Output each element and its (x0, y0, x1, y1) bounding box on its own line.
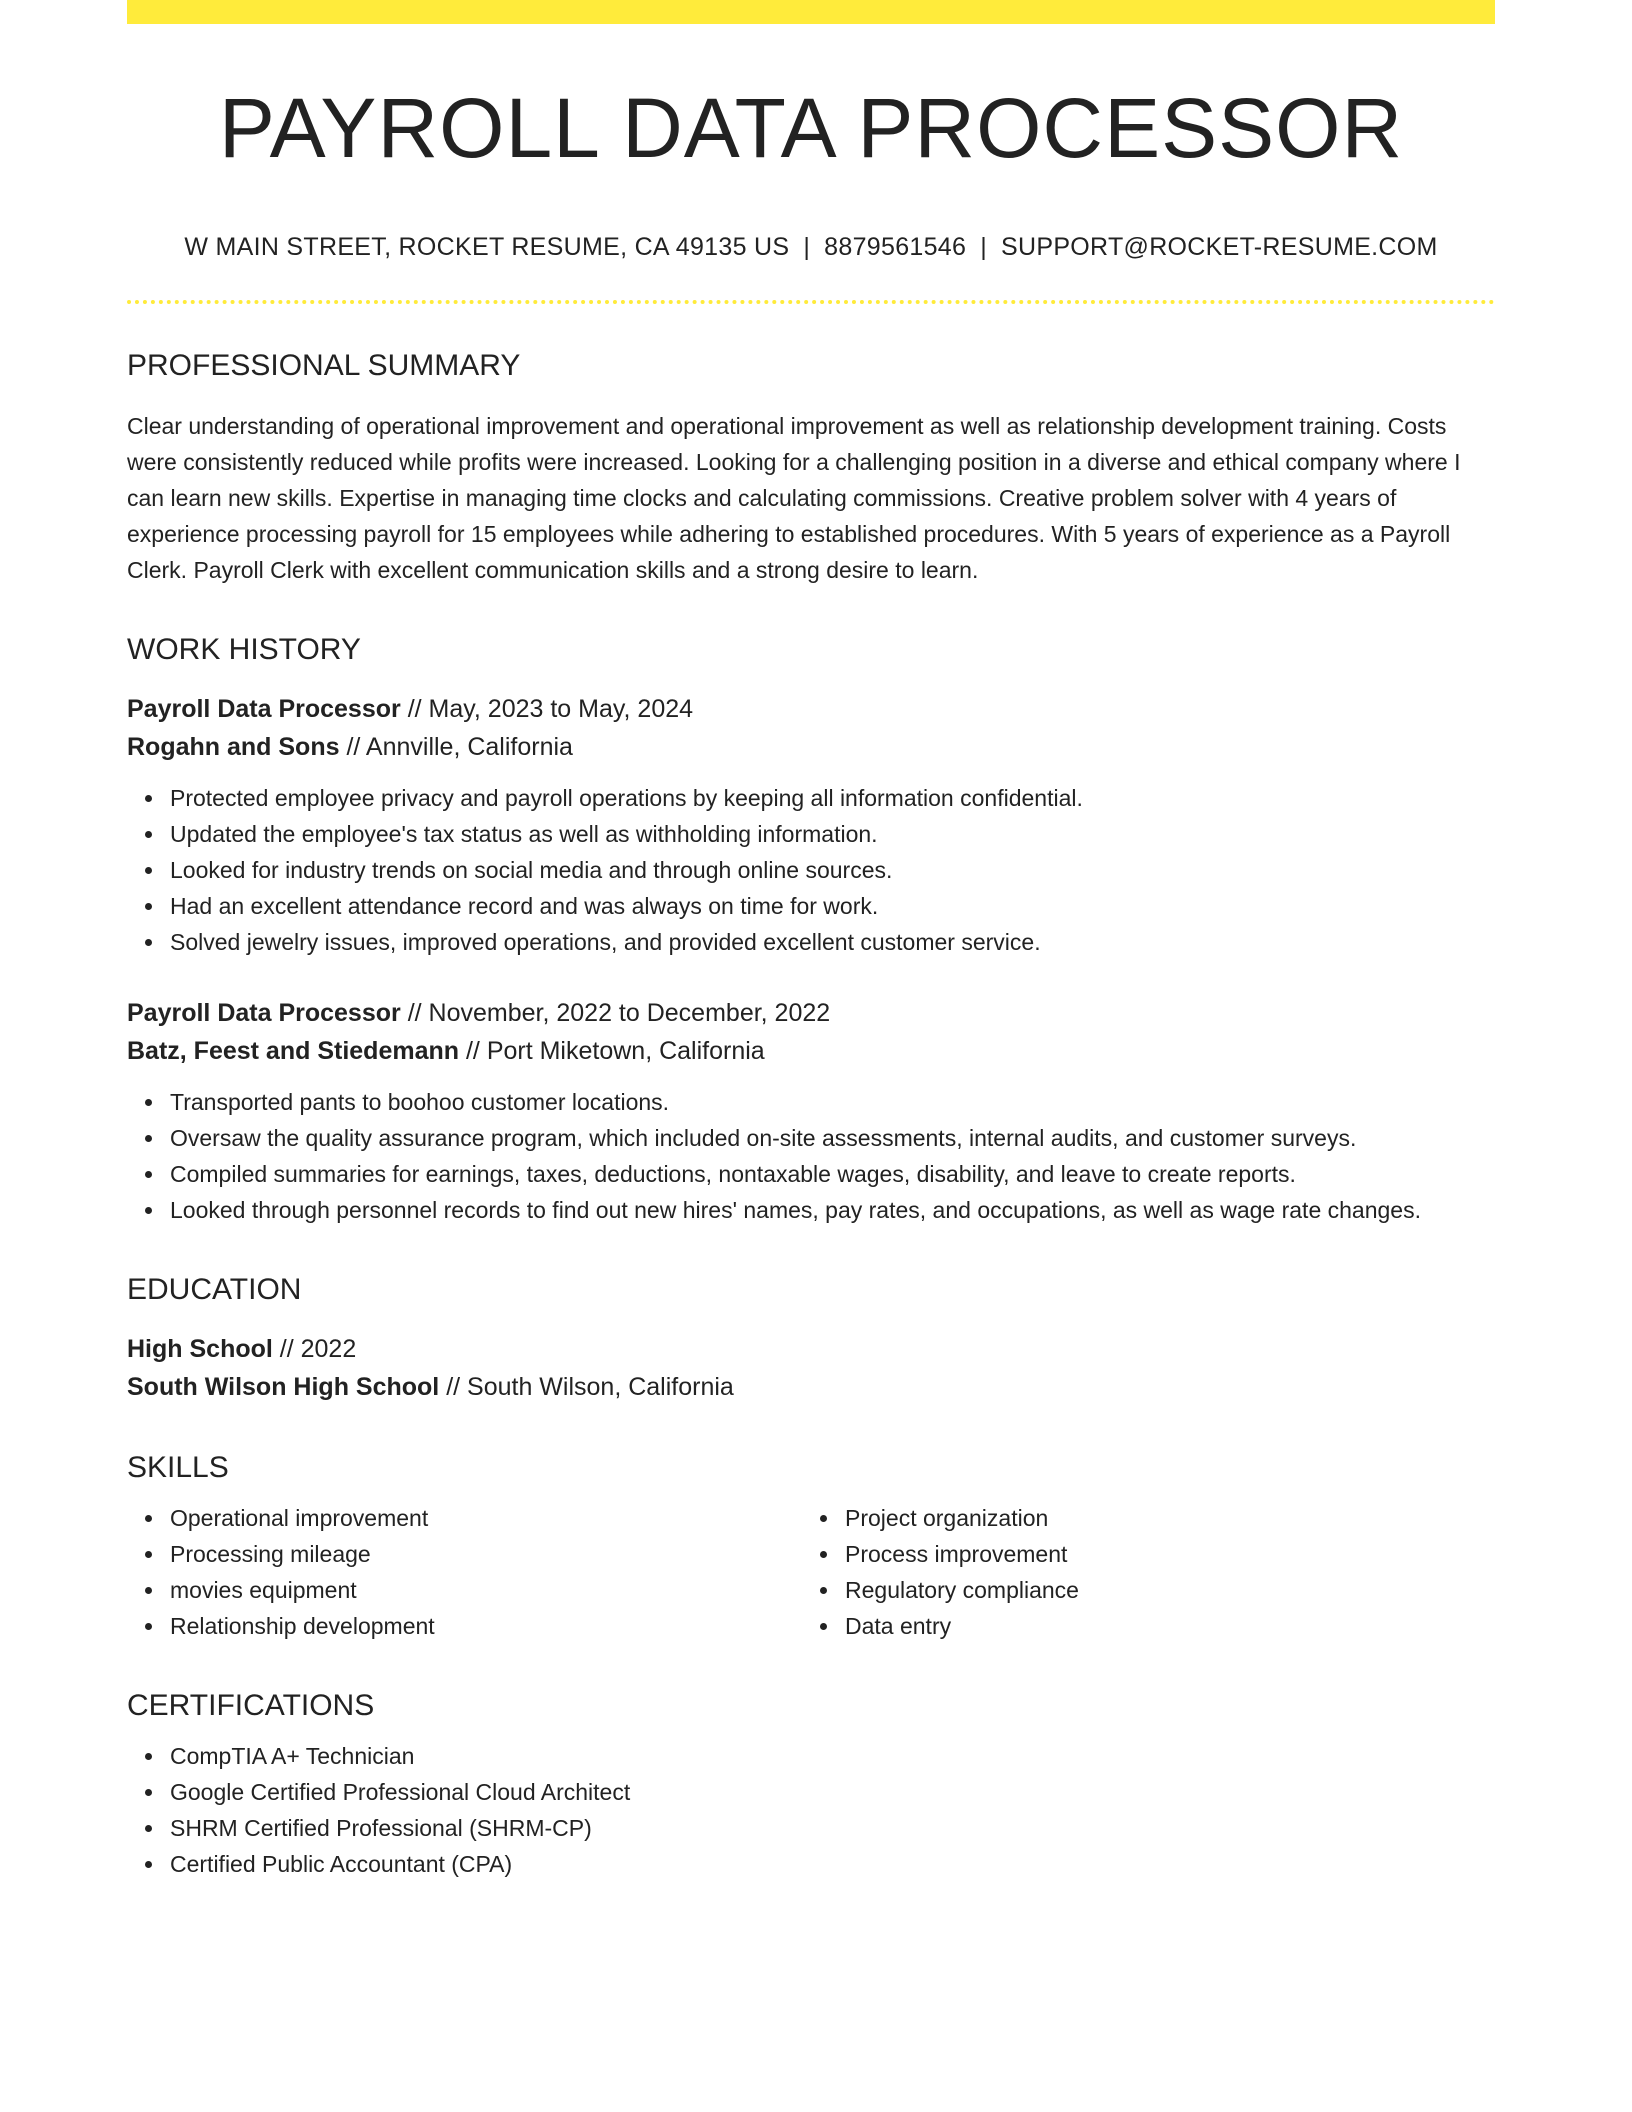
education-year: // 2022 (272, 1335, 357, 1364)
contact-email: SUPPORT@ROCKET-RESUME.COM (1001, 233, 1438, 262)
job-entry (127, 994, 1495, 1228)
contact-line (127, 232, 1495, 262)
certification-item: SHRM Certified Professional (SHRM-CP) (170, 1810, 1495, 1846)
education-location: // South Wilson, California (439, 1373, 734, 1402)
section-title-work-history: WORK HISTORY (127, 633, 361, 667)
list-item: Had an excellent attendance record and was always on time for work. (170, 888, 1495, 924)
education-degree-line (127, 1330, 1495, 1368)
skills-list-right (802, 1500, 1465, 1644)
dotted-divider (127, 300, 1495, 304)
resume-title: PAYROLL DATA PROCESSOR (218, 81, 1404, 175)
skill-item: Regulatory compliance (845, 1572, 1465, 1608)
job-role: Payroll Data Processor (127, 695, 401, 724)
job-company: Rogahn and Sons (127, 733, 340, 762)
skill-item: Operational improvement (170, 1500, 802, 1536)
certification-item: Certified Public Accountant (CPA) (170, 1846, 1495, 1882)
job-bullets (127, 780, 1495, 960)
section-title-summary: PROFESSIONAL SUMMARY (127, 349, 521, 383)
list-item: Protected employee privacy and payroll operations by keeping all information confidential. (170, 780, 1495, 816)
skill-item: Project organization (845, 1500, 1465, 1536)
job-company: Batz, Feest and Stiedemann (127, 1037, 460, 1066)
job-entry (127, 690, 1495, 960)
list-item: Solved jewelry issues, improved operations, and provided excellent customer service. (170, 924, 1495, 960)
list-item: Updated the employee's tax status as well as withholding information. (170, 816, 1495, 852)
skill-item: movies equipment (170, 1572, 802, 1608)
job-location: // Annville, California (339, 733, 573, 762)
resume-page (127, 0, 1495, 1882)
list-item: Oversaw the quality assurance program, which included on-site assessments, internal audits, and customer surveys. (170, 1120, 1495, 1156)
skills-list-left (127, 1500, 802, 1644)
job-dates: // November, 2022 to December, 2022 (400, 999, 831, 1028)
job-dates: // May, 2023 to May, 2024 (400, 695, 694, 724)
list-item: Compiled summaries for earnings, taxes, deductions, nontaxable wages, disability, and leave to create reports. (170, 1156, 1495, 1192)
section-title-skills: SKILLS (127, 1451, 229, 1485)
summary-text: Clear understanding of operational improvement and operational improvement as well as relationship development training. Costs were consistently reduced while profits were increased. Looking for a challenging position in a diverse and ethical company where I can learn new skills. Expertise in managing time clocks and calculating commissions. Creative problem solver with 4 years of experience processing payroll for 15 employees while adhering to established procedures. With 5 years of experience as a Payroll Clerk. Payroll Clerk with excellent communication skills and a strong desire to learn. (127, 413, 1461, 584)
skill-item: Processing mileage (170, 1536, 802, 1572)
section-title-education: EDUCATION (127, 1273, 302, 1307)
list-item: Looked through personnel records to find out new hires' names, pay rates, and occupations, as well as wage rate changes. (170, 1192, 1495, 1228)
job-bullets (127, 1084, 1495, 1228)
certification-item: Google Certified Professional Cloud Architect (170, 1774, 1495, 1810)
skills-grid (127, 1500, 1495, 1644)
education-school-line (127, 1368, 1495, 1406)
contact-separator: | (980, 233, 988, 262)
contact-separator: | (803, 233, 811, 262)
job-company-line (127, 1032, 1495, 1070)
job-role: Payroll Data Processor (127, 999, 401, 1028)
certification-item: CompTIA A+ Technician (170, 1738, 1495, 1774)
accent-top-bar (127, 0, 1495, 24)
job-location: // Port Miketown, California (459, 1037, 765, 1066)
list-item: Looked for industry trends on social media and through online sources. (170, 852, 1495, 888)
education-school: South Wilson High School (127, 1373, 440, 1402)
job-company-line (127, 728, 1495, 766)
job-role-line (127, 690, 1495, 728)
skill-item: Process improvement (845, 1536, 1465, 1572)
job-role-line (127, 994, 1495, 1032)
certifications-list (127, 1738, 1495, 1882)
list-item: Transported pants to boohoo customer locations. (170, 1084, 1495, 1120)
contact-address: W MAIN STREET, ROCKET RESUME, CA 49135 US (184, 233, 790, 262)
contact-phone: 8879561546 (824, 233, 967, 262)
education-degree: High School (127, 1335, 273, 1364)
section-title-certifications: CERTIFICATIONS (127, 1689, 375, 1723)
skill-item: Relationship development (170, 1608, 802, 1644)
skill-item: Data entry (845, 1608, 1465, 1644)
